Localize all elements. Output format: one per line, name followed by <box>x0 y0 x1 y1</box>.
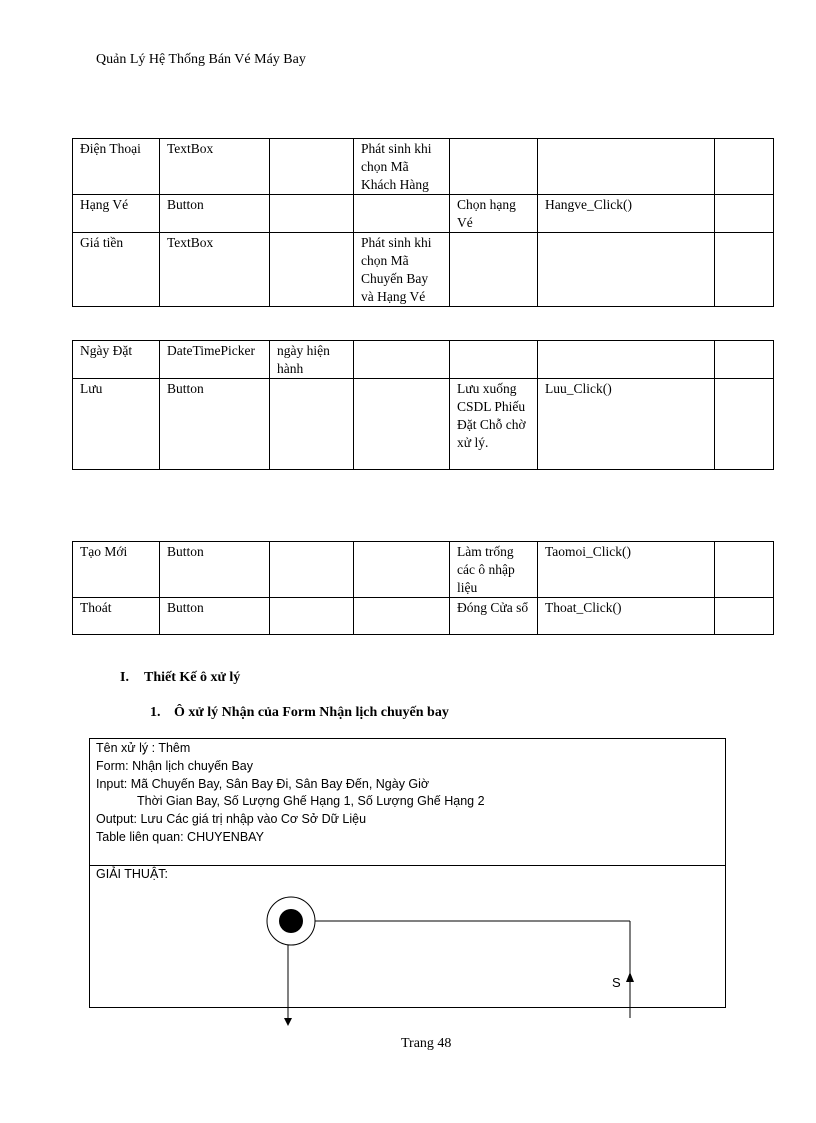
table-cell: Làm trống các ô nhập liệu <box>450 542 538 598</box>
flow-label-s: S <box>612 975 621 990</box>
table-cell: Button <box>160 598 270 635</box>
table-cell: Hangve_Click() <box>538 195 715 233</box>
process-output: Output: Lưu Các giá trị nhập vào Cơ Sở Dữ Liệu <box>96 812 367 827</box>
table-cell: DateTimePicker <box>160 341 270 379</box>
algorithm-label: GIẢI THUẬT: <box>96 867 169 881</box>
table-cell: Tạo Mới <box>73 542 160 598</box>
table-cell: Phát sinh khi chọn Mã Khách Hàng <box>354 139 450 195</box>
subsection-title: Ô xử lý Nhận của Form Nhận lịch chuyến bay <box>174 705 449 720</box>
process-input-continued: Thời Gian Bay, Số Lượng Ghế Hạng 1, Số Lượng Ghế Hạng 2 <box>137 794 485 809</box>
process-name: Tên xử lý : Thêm <box>96 741 191 755</box>
section-number: I. <box>120 670 129 685</box>
table-cell: Button <box>160 542 270 598</box>
table-cell: Thoat_Click() <box>538 598 715 635</box>
process-input: Input: Mã Chuyến Bay, Sân Bay Đi, Sân Bay Đến, Ngày Giờ <box>96 776 430 791</box>
table-cell: Chọn hạng Vé <box>450 195 538 233</box>
page-header-title: Quản Lý Hệ Thống Bán Vé Máy Bay <box>96 52 306 67</box>
table-cell: Button <box>160 379 270 470</box>
table-cell: Lưu xuống CSDL Phiếu Đặt Chỗ chờ xử lý. <box>450 379 538 470</box>
table-cell: ngày hiện hành <box>270 341 354 379</box>
table-cell: Lưu <box>73 379 160 470</box>
down-arrow-icon <box>284 1018 292 1026</box>
process-related-table: Table liên quan: CHUYENBAY <box>96 829 264 844</box>
subsection-number: 1. <box>150 705 161 720</box>
table-cell: Taomoi_Click() <box>538 542 715 598</box>
table-cell: TextBox <box>160 139 270 195</box>
table-cell: Luu_Click() <box>538 379 715 470</box>
table-cell: Ngày Đặt <box>73 341 160 379</box>
table-cell: Button <box>160 195 270 233</box>
process-form: Form: Nhận lịch chuyến Bay <box>96 758 254 773</box>
page-number: Trang 48 <box>401 1036 452 1051</box>
start-node-inner <box>279 909 303 933</box>
table-cell: Giá tiền <box>73 233 160 307</box>
up-arrow-icon <box>626 972 634 982</box>
table-cell: Đóng Cửa sổ <box>450 598 538 635</box>
table-cell: TextBox <box>160 233 270 307</box>
table-cell: Hạng Vé <box>73 195 160 233</box>
table-cell: Điện Thoại <box>73 139 160 195</box>
table-cell: Thoát <box>73 598 160 635</box>
table-cell: Phát sinh khi chọn Mã Chuyến Bay và Hạng Vé <box>354 233 450 307</box>
section-title: Thiết Kế ô xử lý <box>144 670 241 685</box>
